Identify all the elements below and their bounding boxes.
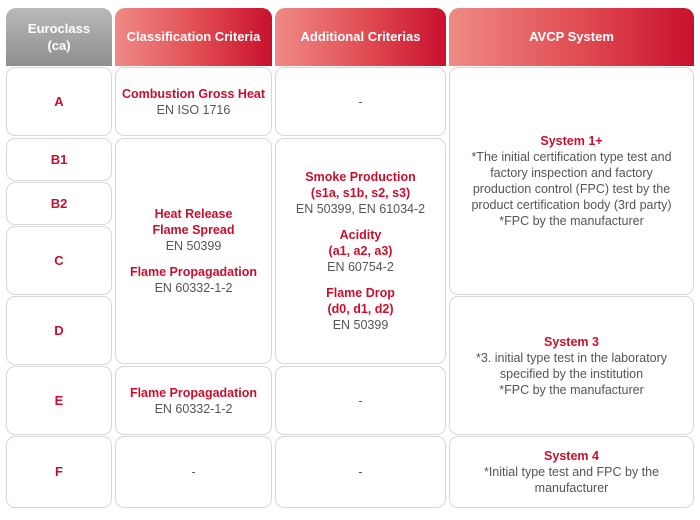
criterion-title: Heat Release: [154, 207, 233, 221]
criterion-classes: (s1a, s1b, s2, s3): [310, 186, 411, 200]
row-label-d: D: [6, 296, 112, 365]
row-label-c: C: [6, 226, 112, 295]
avcp-cell-system-3: [449, 296, 694, 435]
system-fpc: *FPC by the manufacturer: [499, 382, 644, 397]
criterion-title: Acidity: [339, 228, 382, 242]
criterion-classes: (d0, d1, d2): [327, 302, 394, 316]
empty-dash: -: [358, 465, 363, 479]
criterion-standard: EN 60754-2: [327, 260, 394, 274]
row-label-b1: B1: [6, 138, 112, 181]
criterion-title: Flame Spread: [152, 223, 235, 237]
empty-dash: -: [358, 393, 363, 408]
row-label-f: F: [6, 436, 112, 508]
criterion-standard: EN 60332-1-2: [154, 401, 233, 416]
system-title: System 3: [544, 334, 599, 349]
avcp-cell-system-4: [449, 436, 694, 508]
criterion-title: Flame Propagadation: [129, 265, 258, 279]
criterion-standard: EN ISO 1716: [156, 102, 231, 117]
system-description: *Initial type test and FPC by the manufacturer: [483, 465, 660, 495]
criterion-standard: EN 60332-1-2: [154, 281, 233, 295]
classification-cell-e: [115, 366, 272, 435]
avcp-cell-system-1-plus: [449, 67, 694, 295]
criterion-classes: (a1, a2, a3): [328, 244, 393, 258]
system-title: System 1+: [540, 134, 603, 148]
criterion-title: Combustion Gross Heat: [121, 86, 266, 101]
additional-cell-b1-d: [275, 138, 446, 364]
row-label-b2: B2: [6, 182, 112, 225]
header-euroclass: Euroclass (ca): [6, 8, 112, 66]
header-avcp-system: AVCP System: [449, 8, 694, 66]
row-label-a: A: [6, 67, 112, 136]
row-label-e: E: [6, 366, 112, 435]
additional-cell-f: [275, 436, 446, 508]
criterion-standard: EN 50399: [332, 318, 389, 332]
criterion-title: Flame Propagadation: [129, 385, 258, 400]
classification-cell-f: [115, 436, 272, 508]
criterion-title: Flame Drop: [326, 286, 395, 300]
system-title: System 4: [544, 449, 599, 463]
header-classification-criteria: Classification Criteria: [115, 8, 272, 66]
empty-dash: -: [191, 465, 196, 479]
classification-cell-b1-d: [115, 138, 272, 364]
empty-dash: -: [358, 94, 363, 109]
criterion-standard: EN 50399, EN 61034-2: [295, 202, 426, 216]
criterion-title: Smoke Production: [305, 170, 416, 184]
additional-cell-e: [275, 366, 446, 435]
criterion-standard: EN 50399: [165, 239, 222, 253]
header-additional-criterias: Additional Criterias: [275, 8, 446, 66]
system-fpc: *FPC by the manufacturer: [499, 214, 644, 228]
system-description: *3. initial type test in the laboratory specified by the institution: [475, 350, 668, 381]
system-description: *The initial certification type test and factory inspection and factory production control (FPC) test by the product certification body (3rd party): [471, 150, 672, 212]
additional-cell-a: [275, 67, 446, 136]
classification-cell-a: [115, 67, 272, 136]
